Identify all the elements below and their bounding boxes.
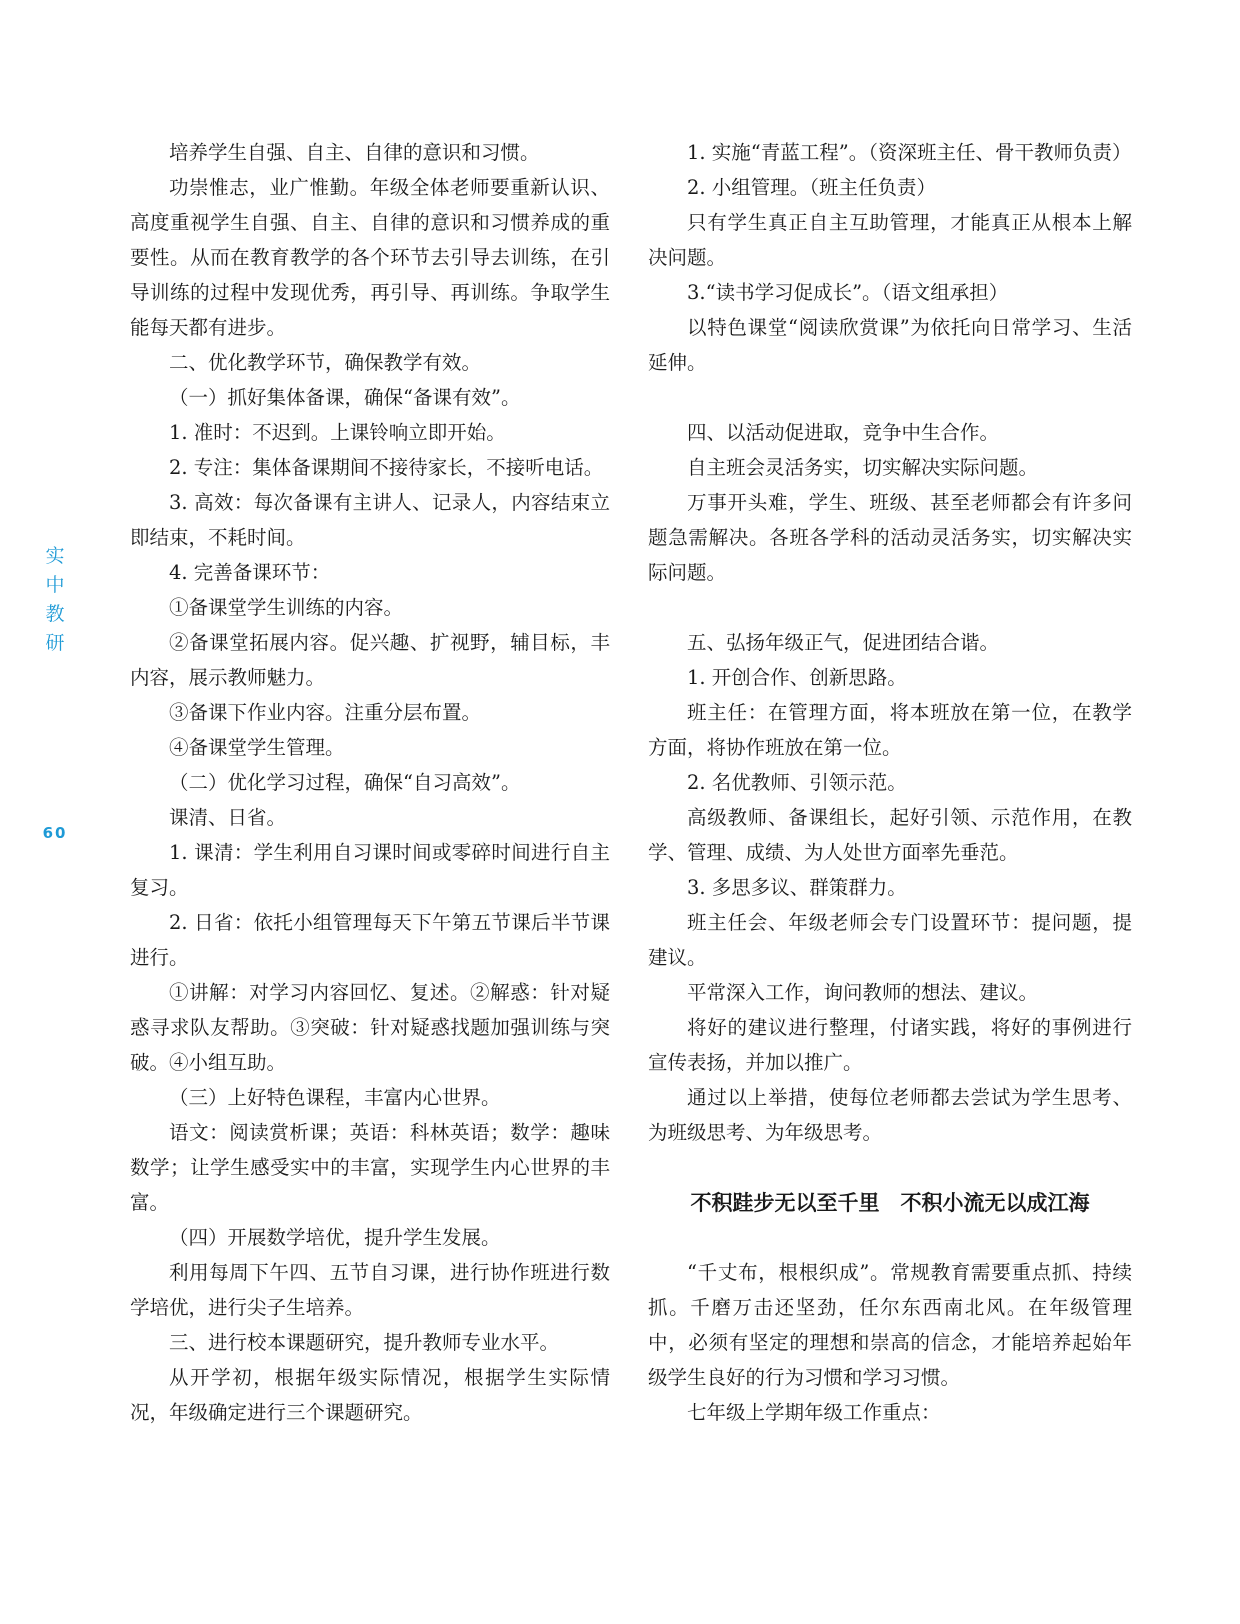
subsection-heading: （一）抓好集体备课，确保“备课有效”。	[169, 386, 521, 409]
spacer	[648, 1150, 1132, 1185]
paragraph: 1. 开创合作、创新思路。	[687, 666, 907, 689]
right-column	[648, 135, 1132, 1430]
spacer	[648, 1220, 1132, 1255]
section-heading: 三、进行校本课题研究，提升教师专业水平。	[169, 1331, 560, 1354]
paragraph: 利用每周下午四、五节自习课，进行协作班进行数学培优，进行尖子生培养。	[130, 1261, 610, 1319]
paragraph: 班主任会、年级老师会专门设置环节：提问题，提建议。	[648, 911, 1132, 969]
paragraph: ②备课堂拓展内容。促兴趣、扩视野，辅目标，丰内容，展示教师魅力。	[130, 631, 610, 689]
paragraph: ④备课堂学生管理。	[169, 736, 345, 759]
paragraph: 2. 专注：集体备课期间不接待家长，不接听电话。	[169, 456, 604, 479]
subsection-heading: （四）开展数学培优，提升学生发展。	[169, 1226, 501, 1249]
left-column	[130, 135, 610, 1430]
sidebar-char: 研	[45, 632, 65, 654]
paragraph: 功崇惟志，业广惟勤。年级全体老师要重新认识、高度重视学生自强、自主、自律的意识和习惯养成的重要性。从而在教育教学的各个环节去引导去训练，在引导训练的过程中发现优秀，再引导、再训练。争取学生能每天都有进步。	[130, 176, 610, 339]
paragraph: ①讲解：对学习内容回忆、复述。②解惑：针对疑惑寻求队友帮助。③突破：针对疑惑找题加强训练与突破。④小组互助。	[130, 981, 610, 1074]
section-heading: 二、优化教学环节，确保教学有效。	[169, 351, 482, 374]
paragraph: 自主班会灵活务实，切实解决实际问题。	[687, 456, 1039, 479]
paragraph: 3. 高效：每次备课有主讲人、记录人，内容结束立即结束，不耗时间。	[130, 491, 610, 549]
paragraph: 七年级上学期年级工作重点：	[687, 1401, 941, 1424]
sidebar-char: 教	[45, 603, 65, 625]
paragraph: ③备课下作业内容。注重分层布置。	[169, 701, 482, 724]
paragraph: 3.“读书学习促成长”。（语文组承担）	[687, 281, 1009, 304]
sidebar-column-title	[40, 542, 70, 658]
paragraph: 1. 实施“青蓝工程”。（资深班主任、骨干教师负责）	[687, 141, 1132, 164]
paragraph: 2. 小组管理。（班主任负责）	[687, 176, 937, 199]
paragraph: 1. 准时：不迟到。上课铃响立即开始。	[169, 421, 506, 444]
paragraph: 平常深入工作，询问教师的想法、建议。	[687, 981, 1039, 1004]
paragraph: 3. 多思多议、群策群力。	[687, 876, 907, 899]
paragraph: 4. 完善备课环节：	[169, 561, 331, 584]
paragraph: 万事开头难，学生、班级、甚至老师都会有许多问题急需解决。各班各学科的活动灵活务实，切实解决实际问题。	[648, 491, 1132, 584]
paragraph: 以特色课堂“阅读欣赏课”为依托向日常学习、生活延伸。	[648, 316, 1132, 374]
paragraph: 课清、日省。	[169, 806, 287, 829]
paragraph: 2. 日省：依托小组管理每天下午第五节课后半节课进行。	[130, 911, 610, 969]
spacer	[648, 380, 1132, 415]
section-heading: 五、弘扬年级正气，促进团结合谐。	[687, 631, 1000, 654]
sidebar-char: 中	[45, 574, 65, 596]
paragraph: 只有学生真正自主互助管理，才能真正从根本上解决问题。	[648, 211, 1132, 269]
paragraph: 通过以上举措，使每位老师都去尝试为学生思考、为班级思考、为年级思考。	[648, 1086, 1132, 1144]
page-number: 60	[42, 824, 68, 842]
paragraph: ①备课堂学生训练的内容。	[169, 596, 404, 619]
paragraph: 从开学初，根据年级实际情况，根据学生实际情况，年级确定进行三个课题研究。	[130, 1366, 610, 1424]
paragraph: 培养学生自强、自主、自律的意识和习惯。	[169, 141, 540, 164]
subsection-heading: （二）优化学习过程，确保“自习高效”。	[169, 771, 521, 794]
article-title: 不积跬步无以至千里 不积小流无以成江海	[690, 1190, 1090, 1215]
paragraph: “千丈布，根根织成”。常规教育需要重点抓、持续抓。千磨万击还坚劲，任尔东西南北风。在年级管理中，必须有坚定的理想和崇高的信念，才能培养起始年级学生良好的行为习惯和学习习惯。	[648, 1261, 1132, 1389]
spacer	[648, 590, 1132, 625]
paragraph: 高级教师、备课组长，起好引领、示范作用，在教学、管理、成绩、为人处世方面率先垂范。	[648, 806, 1132, 864]
paragraph: 将好的建议进行整理，付诸实践，将好的事例进行宣传表扬，并加以推广。	[648, 1016, 1132, 1074]
section-heading: 四、以活动促进取，竞争中生合作。	[687, 421, 1000, 444]
subsection-heading: （三）上好特色课程，丰富内心世界。	[169, 1086, 501, 1109]
sidebar-char: 实	[45, 545, 65, 567]
paragraph: 班主任：在管理方面，将本班放在第一位，在教学方面，将协作班放在第一位。	[648, 701, 1132, 759]
paragraph: 语文：阅读赏析课；英语：科林英语；数学：趣味数学；让学生感受实中的丰富，实现学生内心世界的丰富。	[130, 1121, 610, 1214]
paragraph: 1. 课清：学生利用自习课时间或零碎时间进行自主复习。	[130, 841, 610, 899]
paragraph: 2. 名优教师、引领示范。	[687, 771, 907, 794]
